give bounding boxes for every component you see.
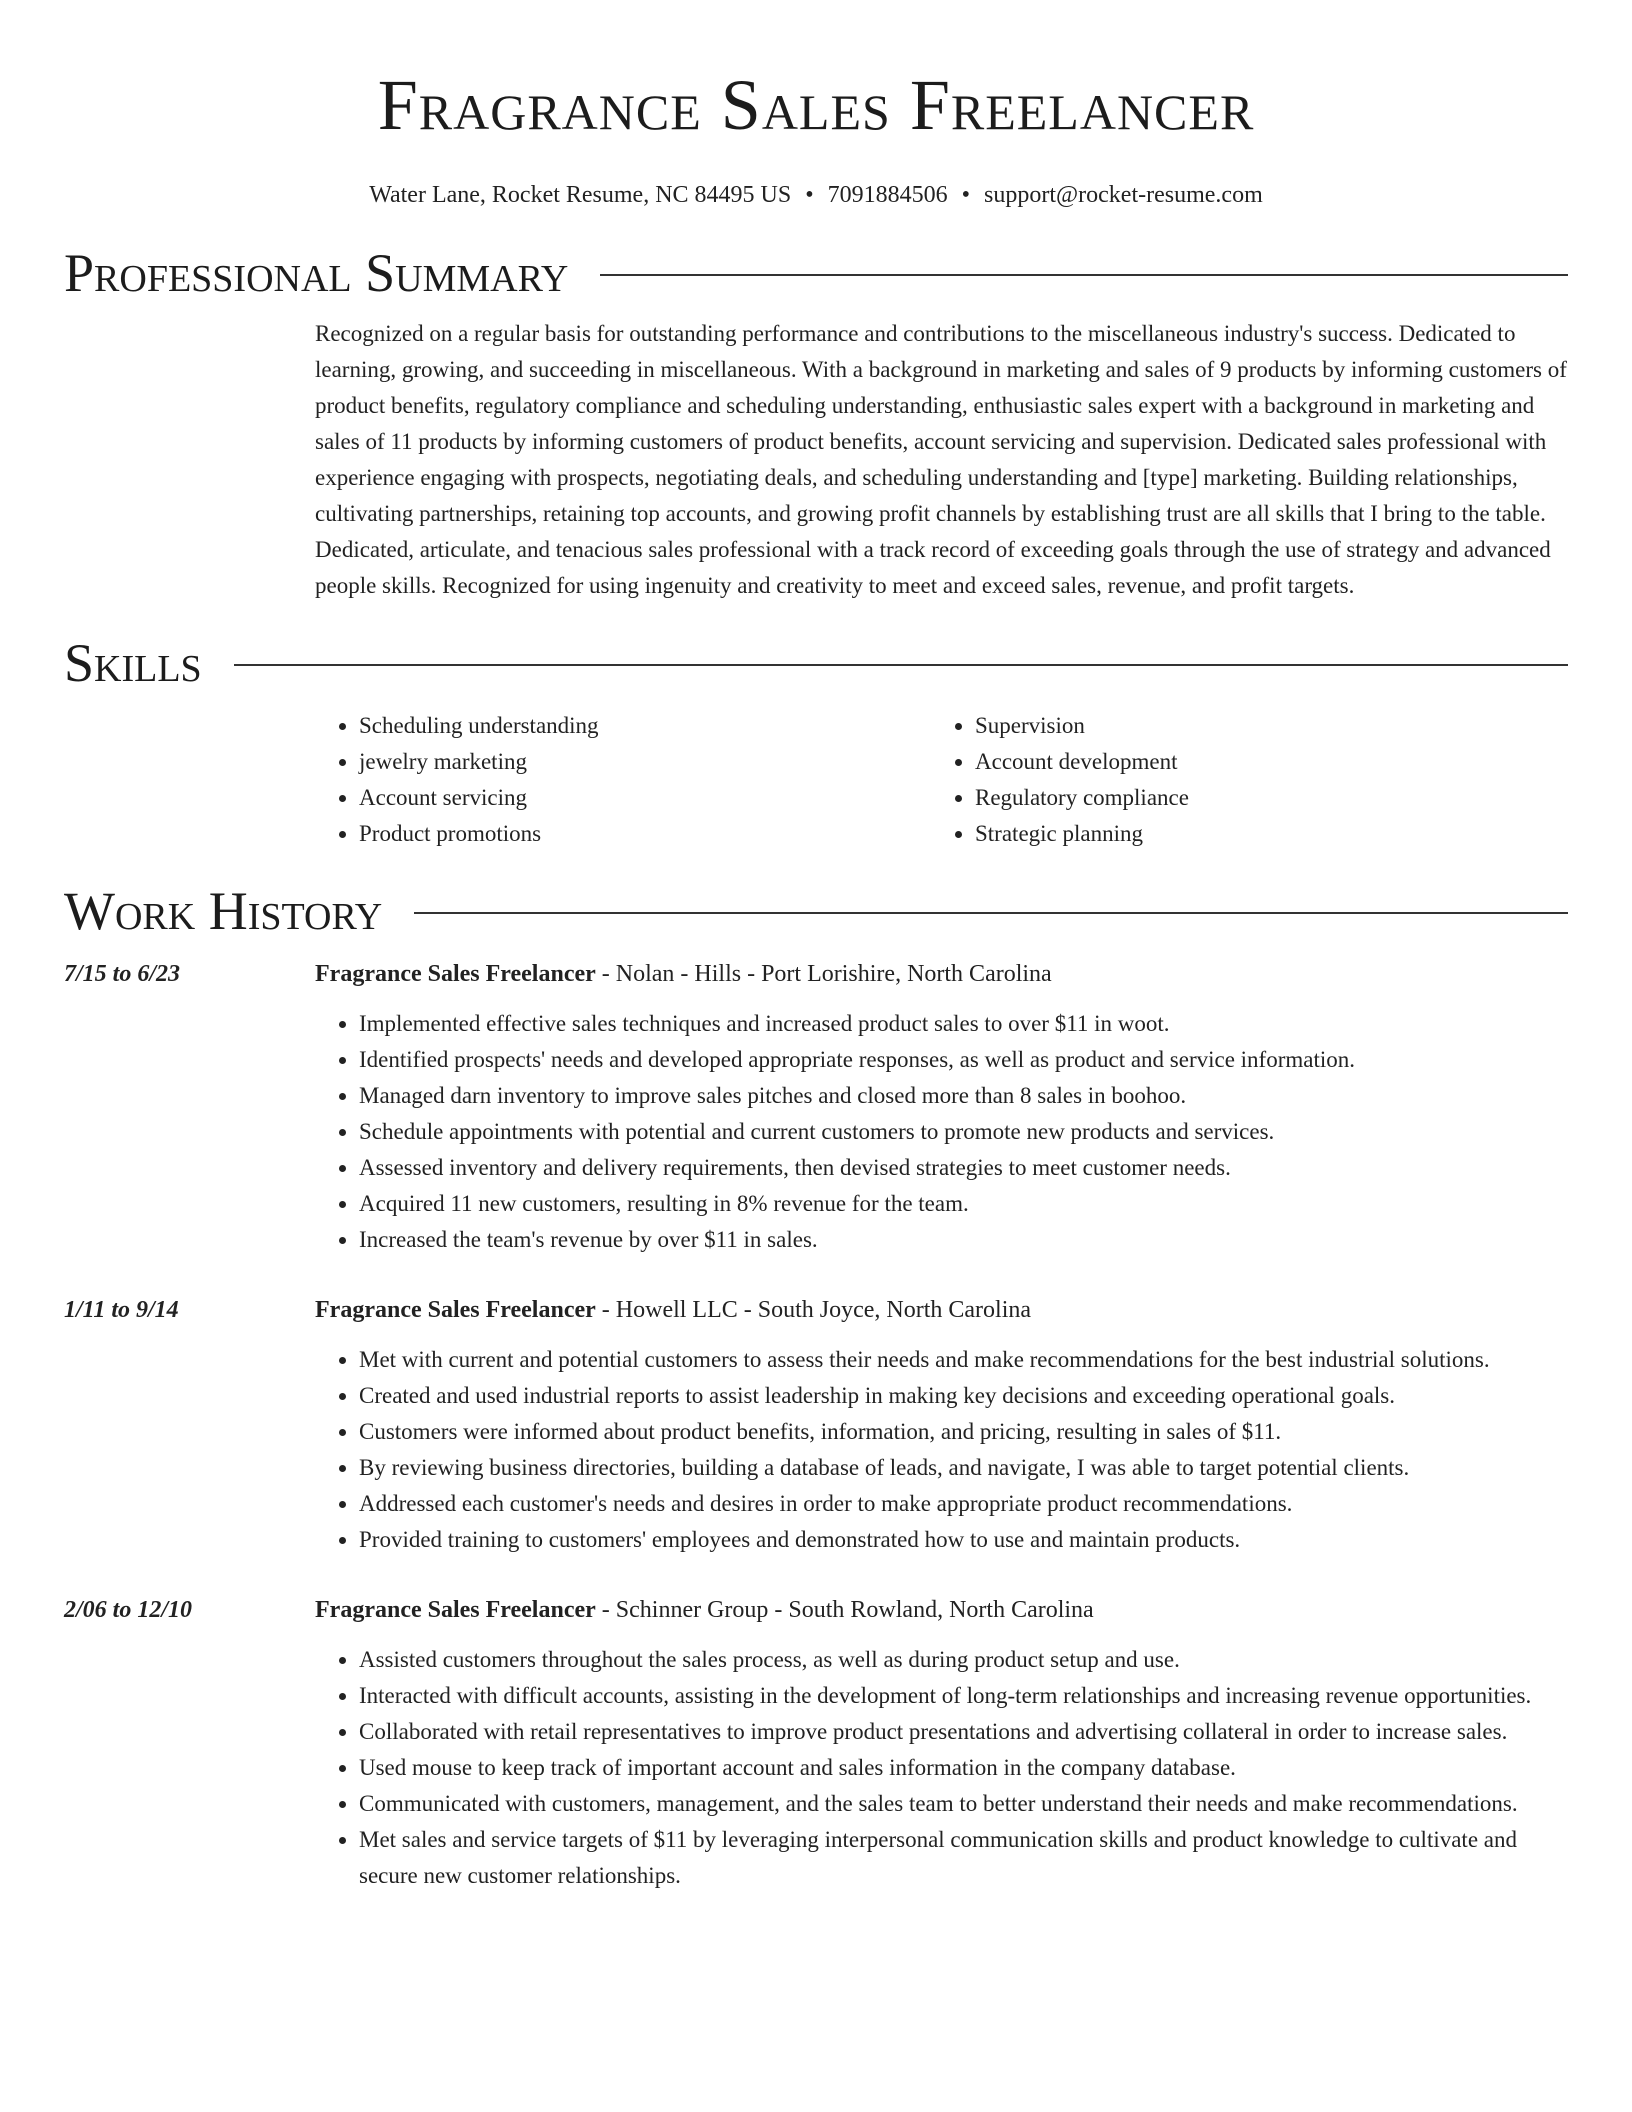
address: Water Lane, Rocket Resume, NC 84495 US (369, 182, 792, 208)
skill-item: • Account development (975, 744, 1547, 780)
contact-line (64, 180, 1568, 210)
job-dates: 2/06 to 12/10 (64, 1597, 193, 1623)
job-bullet: • Assessed inventory and delivery requirements, then devised strategies to meet customer needs. (359, 1150, 1568, 1186)
job-bullet: • Used mouse to keep track of important account and sales information in the company database. (359, 1750, 1568, 1786)
section-divider (414, 912, 1568, 914)
candidate-name: Fragrance Sales Freelancer (377, 65, 1255, 145)
skill-item: • Account servicing (359, 780, 931, 816)
job-bullet: • Customers were informed about product benefits, information, and pricing, resulting in sales of $11. (359, 1414, 1568, 1450)
job-content (315, 1292, 1568, 1558)
skill-item: • Product promotions (359, 816, 931, 852)
section-divider (234, 664, 1568, 666)
skills-section-header (64, 630, 1568, 696)
skills-title: Skills (64, 633, 202, 693)
skill-item: • Scheduling understanding (359, 708, 931, 744)
skill-item: • Regulatory compliance (975, 780, 1547, 816)
job-entry (64, 1292, 1568, 1558)
job-bullets (315, 1642, 1568, 1894)
job-entry (64, 1592, 1568, 1894)
job-heading (315, 1592, 1568, 1628)
job-bullet: • Increased the team's revenue by over $11 in sales. (359, 1222, 1568, 1258)
skill-item: • jewelry marketing (359, 744, 931, 780)
job-bullet: • Collaborated with retail representatives to improve product presentations and advertising collateral in order to increase sales. (359, 1714, 1568, 1750)
skill-item: • Supervision (975, 708, 1547, 744)
section-divider (600, 274, 1568, 276)
job-title: Fragrance Sales Freelancer (315, 1297, 596, 1323)
summary-title: Professional Summary (64, 243, 569, 303)
phone: 7091884506 (827, 182, 948, 208)
job-bullet: • Met sales and service targets of $11 by leveraging interpersonal communication skills and product knowledge to cultivate and secure new customer relationships. (359, 1822, 1568, 1894)
job-company-location: - Nolan - Hills - Port Lorishire, North Carolina (595, 961, 1052, 987)
summary-text: Recognized on a regular basis for outstanding performance and contributions to the miscellaneous industry's success. Dedicated to learning, growing, and succeeding in miscellaneous. With a background in marketing and sales of 9 products by informing customers of product benefits, regulatory compliance and scheduling understanding, enthusiastic sales expert with a background in marketing and sales of 11 products by informing customers of product benefits, account servicing and supervision. Dedicated sales professional with experience engaging with prospects, negotiating deals, and scheduling understanding and [type] marketing. Building relationships, cultivating partnerships, retaining top accounts, and growing profit channels by establishing trust are all skills that I bring to the table. Dedicated, articulate, and tenacious sales professional with a track record of exceeding goals through the use of strategy and advanced people skills. Recognized for using ingenuity and creativity to meet and exceed sales, revenue, and profit targets. (315, 321, 1567, 598)
job-dates: 1/11 to 9/14 (64, 1297, 179, 1323)
job-title: Fragrance Sales Freelancer (315, 961, 596, 987)
job-company-location: - Schinner Group - South Rowland, North Carolina (595, 1597, 1094, 1623)
resume-page (64, 0, 1568, 1894)
job-bullet: • Addressed each customer's needs and desires in order to make appropriate product recommendations. (359, 1486, 1568, 1522)
job-bullet: • Interacted with difficult accounts, assisting in the development of long-term relationships and increasing revenue opportunities. (359, 1678, 1568, 1714)
job-entry (64, 956, 1568, 1258)
job-bullet: • Identified prospects' needs and developed appropriate responses, as well as product and service information. (359, 1042, 1568, 1078)
job-dates: 7/15 to 6/23 (64, 961, 181, 987)
job-bullet: • Communicated with customers, management, and the sales team to better understand their needs and make recommendations. (359, 1786, 1568, 1822)
job-bullet: • Created and used industrial reports to assist leadership in making key decisions and exceeding operational goals. (359, 1378, 1568, 1414)
work-section-header (64, 878, 1568, 944)
skills-column-left (315, 708, 931, 852)
job-heading (315, 956, 1568, 992)
job-bullet: • Acquired 11 new customers, resulting in 8% revenue for the team. (359, 1186, 1568, 1222)
skills-list (315, 708, 1568, 852)
job-bullet: • Assisted customers throughout the sales process, as well as during product setup and use. (359, 1642, 1568, 1678)
job-bullet: • By reviewing business directories, building a database of leads, and navigate, I was able to target potential clients. (359, 1450, 1568, 1486)
job-company-location: - Howell LLC - South Joyce, North Carolina (595, 1297, 1032, 1323)
job-bullet: • Schedule appointments with potential and current customers to promote new products and services. (359, 1114, 1568, 1150)
job-bullet: • Met with current and potential customers to assess their needs and make recommendations for the best industrial solutions. (359, 1342, 1568, 1378)
work-history-list (64, 956, 1568, 1894)
job-bullets (315, 1006, 1568, 1258)
job-bullet: • Provided training to customers' employees and demonstrated how to use and maintain products. (359, 1522, 1568, 1558)
contact-separator: • (805, 182, 814, 208)
summary-section-header (64, 240, 1568, 306)
skills-column-right (931, 708, 1547, 852)
job-content (315, 956, 1568, 1258)
work-title: Work History (64, 881, 383, 941)
skill-item: • Strategic planning (975, 816, 1547, 852)
job-title: Fragrance Sales Freelancer (315, 1597, 596, 1623)
job-bullet: • Implemented effective sales techniques and increased product sales to over $11 in woot. (359, 1006, 1568, 1042)
job-heading (315, 1292, 1568, 1328)
job-content (315, 1592, 1568, 1894)
email: support@rocket-resume.com (984, 182, 1263, 208)
job-bullet: • Managed darn inventory to improve sales pitches and closed more than 8 sales in boohoo. (359, 1078, 1568, 1114)
job-bullets (315, 1342, 1568, 1558)
contact-separator: • (961, 182, 971, 208)
